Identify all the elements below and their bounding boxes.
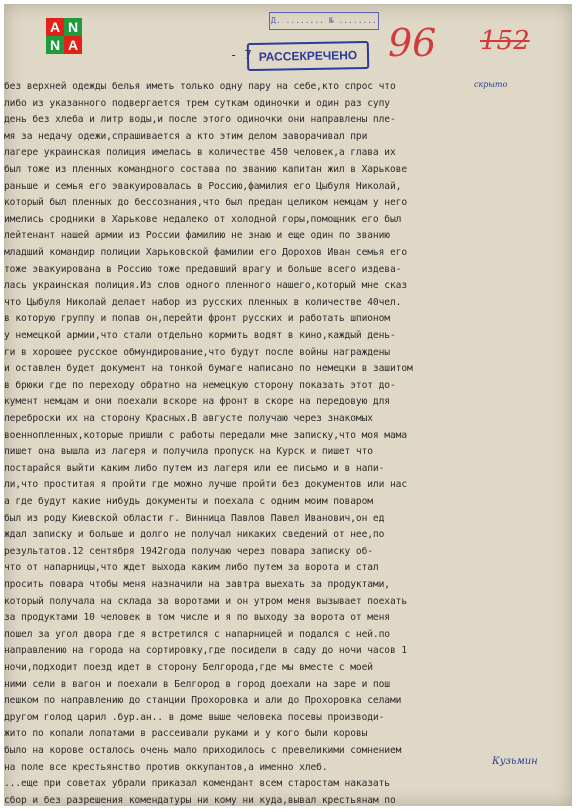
text-line: ...еще при советах убрали приказал комендант всем старостам наказать [4,778,390,790]
logo-letter: N [64,18,82,36]
text-line: ли,что проститая я пройти где можно лучше пройти без документов или нас [4,479,407,491]
text-line: младший командир полиции Харьковской фамилии его Дорохов Иван семья его [4,247,407,258]
text-line: и оставлен будет документ на тонкой бумаге написано по немецки в зашитом [4,363,413,375]
text-line: ночи,подходит поезд идет в сторону Белгорода,где мы вместе с моей [4,662,373,673]
margin-note: скрыто [474,80,508,89]
document-page [4,4,572,806]
logo-letter: N [46,36,64,54]
text-line: военнопленных,которые пришли с работы передали мне записку,что моя мама [4,429,407,441]
logo-letter: A [46,18,64,36]
old-sheet-number: 152 [480,26,530,56]
text-line: лейтенант нашей армии из России фамилию не знаю и еще один по званию [4,230,390,242]
text-line: пошел за угол двора где я встретился с напарницей и подался с ней.по [4,628,390,640]
text-line: постарайся выйти каким либо путем из лагеря или ее письмо и в напи- [4,462,385,474]
text-line: на поле все крестьянство против оккупантов,а именно хлеб. [4,761,328,773]
text-line: сбор и без разрешения комендатуры ни кому ни куда,вывал крестьянам по [4,794,396,806]
text-line: в брюки где по переходу обратно на немецкую сторону показать этот до- [4,379,396,391]
text-line: лась украинская полиция.Из слов одного пленного нашего,который мне сказ [4,280,407,292]
text-line: пешком по направлению до станции Прохоровка и али до Прохоровка селами [4,695,402,707]
text-line: мя за недачу одежи,спрашивается а кто этим делом заворачивал при [4,130,368,142]
text-line: что от напарницы,что ждет выхода каким либо путем за ворота и стал [4,562,379,574]
text-line: либо из указанного подвергается трем суткам одиночки и один раз супу [4,97,390,109]
text-line: день без хлеба и литр воды,и после этого одиночки они направлены пле- [4,114,396,126]
text-line: просить повара чтобы меня назначили на завтра выехать за продуктами, [4,579,390,590]
text-line: был из роду Киевской области г. Винница Павлов Павел Иванович,он ед [4,512,385,524]
declassified-stamp: РАССЕКРЕЧЕНО [247,41,369,71]
typed-text-body [4,76,552,812]
text-line: другом голод царил .бур.ан.. в доме выше человека посевы производи- [4,711,385,723]
text-line: в которую группу и попав он,перейти фронт русских и работать шпионом [4,313,390,325]
text-line: направлению на города на сортировку,где посидели в саду до ночи часов 1 [4,645,407,657]
text-line: раньше и семья его эвакуировалась в Россию,фамилия его Цыбуля Николай, [4,180,402,192]
margin-note: Кузьмин [492,756,538,767]
text-line: ними сели в вагон и поехали в Белгород в город доехали на заре и пош [4,678,390,690]
text-line: результатов.12 сентября 1942года получаю через повара записку об- [4,545,373,557]
text-line: был тоже из пленных командного состава по званию капитан жил в Харькове [4,164,407,175]
text-line: тоже эвакуирована в Россию тоже предавший врагу и больше всего издева- [4,263,402,275]
text-line: без верхней одежды белья иметь только одну пару на себе,кто спрос что [4,81,396,92]
text-line: лагере украинская полиция имелась в количестве 450 человек,а глава их [4,147,396,159]
text-line: ждал записку и больше и долго не получал никаких сведений от нее,по [4,529,385,541]
text-line: переброски их на сторону Красных.В августе получаю через знакомых [4,413,373,424]
text-line: кумент немцам и они поехали вскоре на фронт в скоре на передовую для [4,396,390,408]
text-line: жито по копали лопатами в рассеивали руками и у кого были коровы [4,728,368,740]
archive-reference-stamp: Д. ........ № ........ [269,12,379,30]
text-line: у немецкой армии,что стали отдельно кормить водят в кино,каждый день- [4,330,396,341]
text-line: ги в хорошее русское обмундирование,что будут после войны награждены [4,346,390,358]
text-line: который получала на склада за воротами и он утром меня вызывает поехать [4,595,407,607]
text-line: который был пленных до бессознания,что был предан целиком немцам у него [4,197,407,209]
text-line: пишет она вышла из лагеря и получила пропуск на Курск и пишет что [4,446,373,458]
sheet-number: 96 [388,21,437,65]
anna-news-logo [46,18,82,54]
text-line: было на корове осталось очень мало приходилось с превеликими сомнением [4,745,402,756]
text-line: что Цыбуля Николай делает набор из русских пленных в количестве 40чел. [4,296,402,308]
page-number: - 7 [230,48,252,62]
logo-letter: A [64,36,82,54]
text-line: за продуктами 10 человек в том числе и я по выходу за ворота от меня [4,612,390,624]
text-line: а где будут какие нибудь документы и поехала с одним моим поваром [4,496,373,507]
text-line: имелись сродники в Харькове недалеко от холодной горы,помощник его был [4,213,402,225]
